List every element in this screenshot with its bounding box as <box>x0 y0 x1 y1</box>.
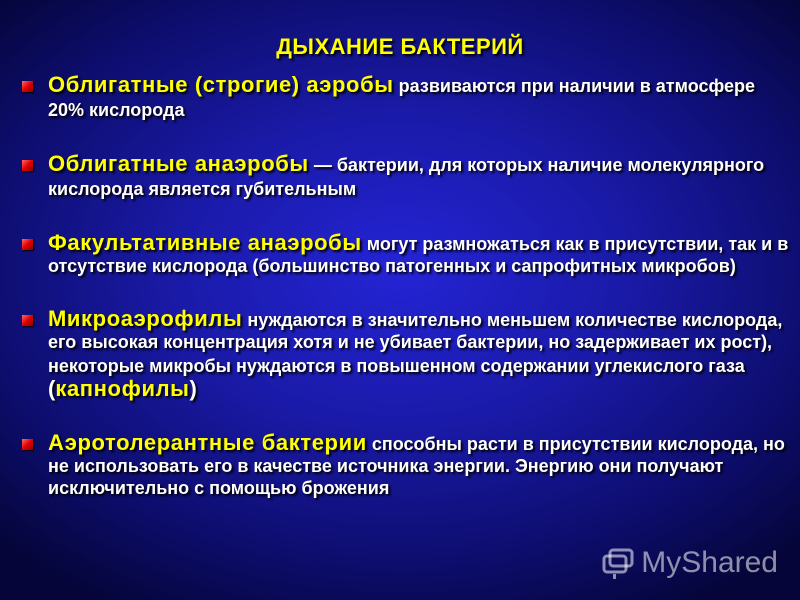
close-paren: ) <box>189 376 197 401</box>
bullet-square-icon <box>22 239 33 250</box>
bullet-item-facultative <box>22 232 792 278</box>
term-capnophiles: капнофилы <box>55 376 190 401</box>
bullet-item-aerobes <box>22 74 792 123</box>
desc-obligate-aerobes: развиваются при наличии в атмосфере 20% кислорода <box>48 76 755 120</box>
bullet-square-icon <box>22 315 33 326</box>
term-obligate-anaerobes: Облигатные анаэробы <box>48 151 309 176</box>
term-facultative-anaerobes: Факультативные анаэробы <box>48 230 362 255</box>
bullet-list <box>22 74 792 500</box>
desc-aerotolerant: способны расти в присутствии кислорода, но не использовать его в качестве источника энергии. Энергию они получают исключительно с помощью брожения <box>48 434 785 498</box>
open-paren: ( <box>48 376 56 401</box>
watermark-text: MyShared <box>641 546 778 579</box>
term-microaerophiles: Микроаэрофилы <box>48 306 243 331</box>
bullet-item-anaerobes <box>22 153 792 202</box>
watermark <box>601 546 778 580</box>
slide-title: ДЫХАНИЕ БАКТЕРИЙ <box>276 34 524 59</box>
myshared-logo-icon <box>601 546 635 580</box>
desc-facultative-anaerobes: могут размножаться как в присутствии, так и в отсутствие кислорода (большинство патогенных и сапрофитных микробов) <box>48 234 789 276</box>
bullet-item-aerotolerant <box>22 432 792 500</box>
bullet-square-icon <box>22 160 33 171</box>
desc-microaerophiles: нуждаются в значительно меньшем количестве кислорода, его высокая концентрация хотя и не убивает бактерии, но задерживает их рост), некоторые микробы нуждаются в повышенном содержании углекислого газа <box>48 310 783 376</box>
bullet-square-icon <box>22 439 33 450</box>
bullet-item-microaerophiles <box>22 308 792 402</box>
desc-obligate-anaerobes: — бактерии, для которых наличие молекулярного кислорода является губительным <box>48 155 765 199</box>
bullet-square-icon <box>22 81 33 92</box>
term-aerotolerant: Аэротолерантные бактерии <box>48 430 367 455</box>
term-obligate-aerobes: Облигатные (строгие) аэробы <box>48 72 394 97</box>
